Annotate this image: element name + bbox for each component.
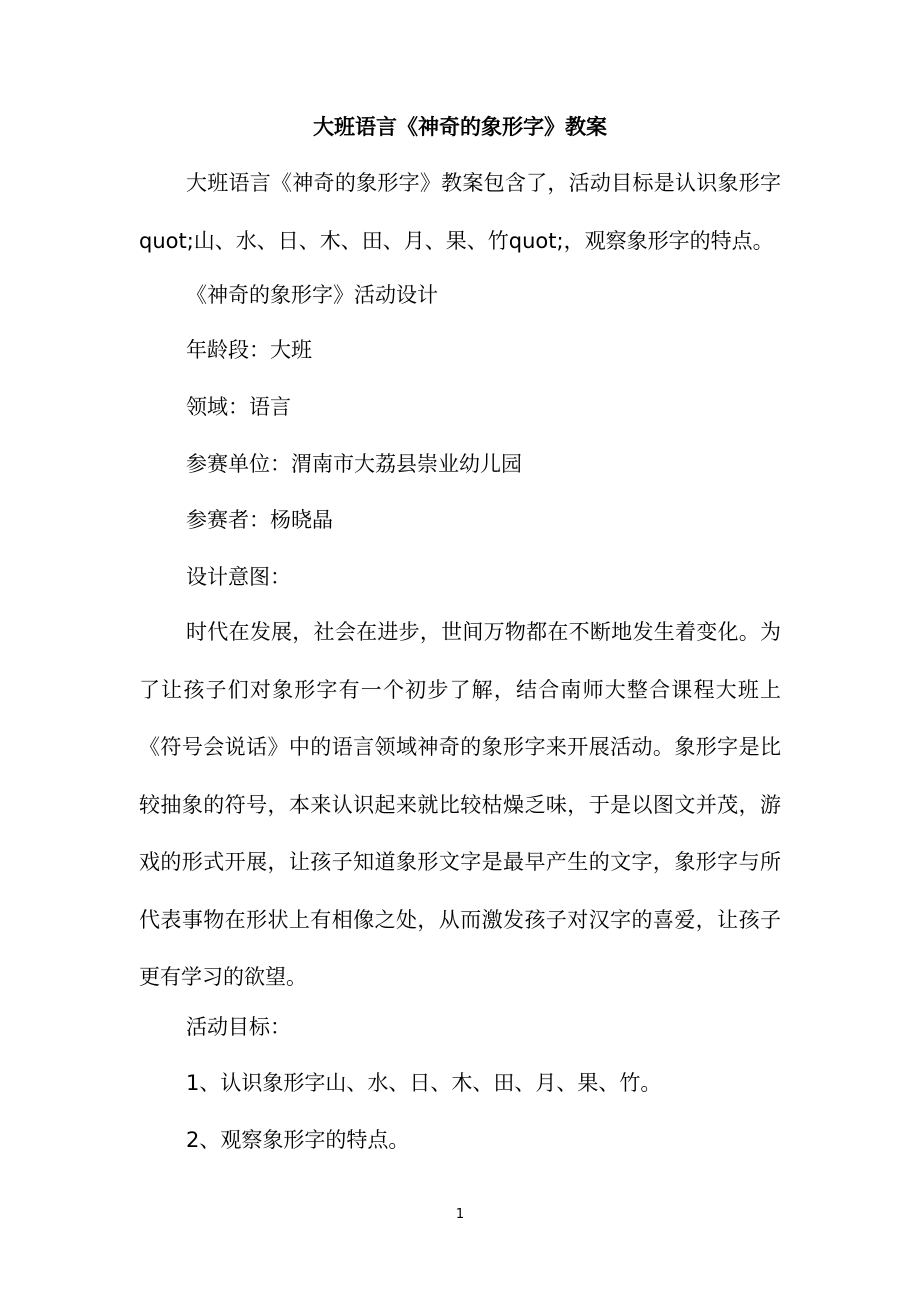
page-number: 1 — [455, 1207, 465, 1222]
goal-item-2: 2、观察象形字的特点。 — [186, 1128, 410, 1152]
intro-paragraph: 大班语言《神奇的象形字》教案包含了，活动目标是认识象形字quot;山、水、日、木、田、月、果、竹quot;，观察象形字的特点。 — [139, 171, 781, 253]
design-intent-heading: 设计意图： — [186, 565, 291, 589]
goal-item-1: 1、认识象形字山、水、日、木、田、月、果、竹。 — [186, 1071, 662, 1095]
section-title: 《神奇的象形字》活动设计 — [186, 283, 438, 307]
document-title: 大班语言《神奇的象形字》教案 — [313, 115, 607, 139]
participant-field: 参赛者：杨晓晶 — [186, 508, 333, 532]
unit-field: 参赛单位：渭南市大荔县崇业幼儿园 — [186, 452, 522, 476]
domain-field: 领域：语言 — [186, 395, 291, 419]
age-group: 年龄段：大班 — [186, 338, 312, 362]
goals-heading: 活动目标： — [186, 1015, 291, 1039]
design-intent-paragraph: 时代在发展，社会在进步，世间万物都在不断地发生着变化。为了让孩子们对象形字有一个初步了解，结合南师大整合课程大班上《符号会说话》中的语言领域神奇的象形字来开展活动。象形字是比较抽象的符号，本来认识起来就比较枯燥乏味，于是以图文并茂，游戏的形式开展，让孩子知道象形文字是最早产生的文字，象形字与所代表事物在形状上有相像之处，从而激发孩子对汉字的喜爱，让孩子更有学习的欲望。 — [139, 620, 781, 989]
